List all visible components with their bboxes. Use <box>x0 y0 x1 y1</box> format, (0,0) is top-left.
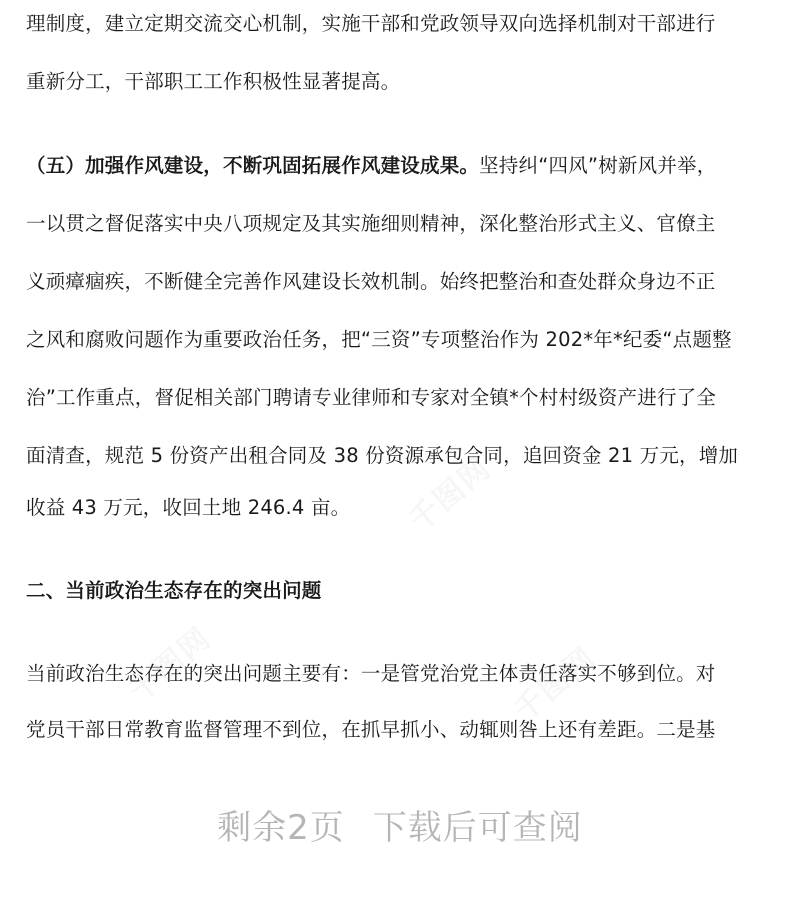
watermark: 千图网 <box>507 640 604 729</box>
paragraph-line: 重新分工，干部职工工作积极性显著提高。 <box>26 70 401 93</box>
paragraph-line: 收益 43 万元，收回土地 246.4 亩。 <box>26 496 351 519</box>
paragraph-line: 治”工作重点，督促相关部门聘请专业律师和专家对全镇*个村村级资产进行了全 <box>26 386 717 409</box>
paragraph-line: 当前政治生态存在的突出问题主要有：一是管党治党主体责任落实不够到位。对 <box>26 662 716 685</box>
remaining-pages-label: 剩余2页 <box>217 808 345 848</box>
paragraph-line: 理制度，建立定期交流交心机制，实施干部和党政领导双向选择机制对干部进行 <box>26 12 716 35</box>
remaining-pages-notice[interactable] <box>0 800 800 849</box>
section-heading: 二、当前政治生态存在的突出问题 <box>26 579 322 602</box>
paragraph-line: 义顽瘴痼疾，不断健全完善作风建设长效机制。始终把整治和查处群众身边不正 <box>26 270 716 293</box>
watermark: 千图网 <box>122 620 219 709</box>
section-5-title: （五）加强作风建设，不断巩固拓展作风建设成果。 <box>26 154 480 177</box>
paragraph-line: 党员干部日常教育监督管理不到位，在抓早抓小、动辄则咎上还有差距。二是基 <box>26 718 716 741</box>
paragraph-line: 一以贯之督促落实中央八项规定及其实施细则精神，深化整治形式主义、官僚主 <box>26 212 716 235</box>
watermark: 千图网 <box>402 450 499 539</box>
paragraph-line: 面清查，规范 5 份资产出租合同及 38 份资源承包合同，追回资金 21 万元，增加 <box>26 444 739 467</box>
paragraph-line: 之风和腐败问题作为重要政治任务，把“三资”专项整治作为 202*年*纪委“点题整 <box>26 328 732 351</box>
section-5-line <box>26 152 778 180</box>
section-5-text: 坚持纠“四风”树新风并举， <box>479 154 717 177</box>
download-to-view-label: 下载后可查阅 <box>372 808 583 848</box>
